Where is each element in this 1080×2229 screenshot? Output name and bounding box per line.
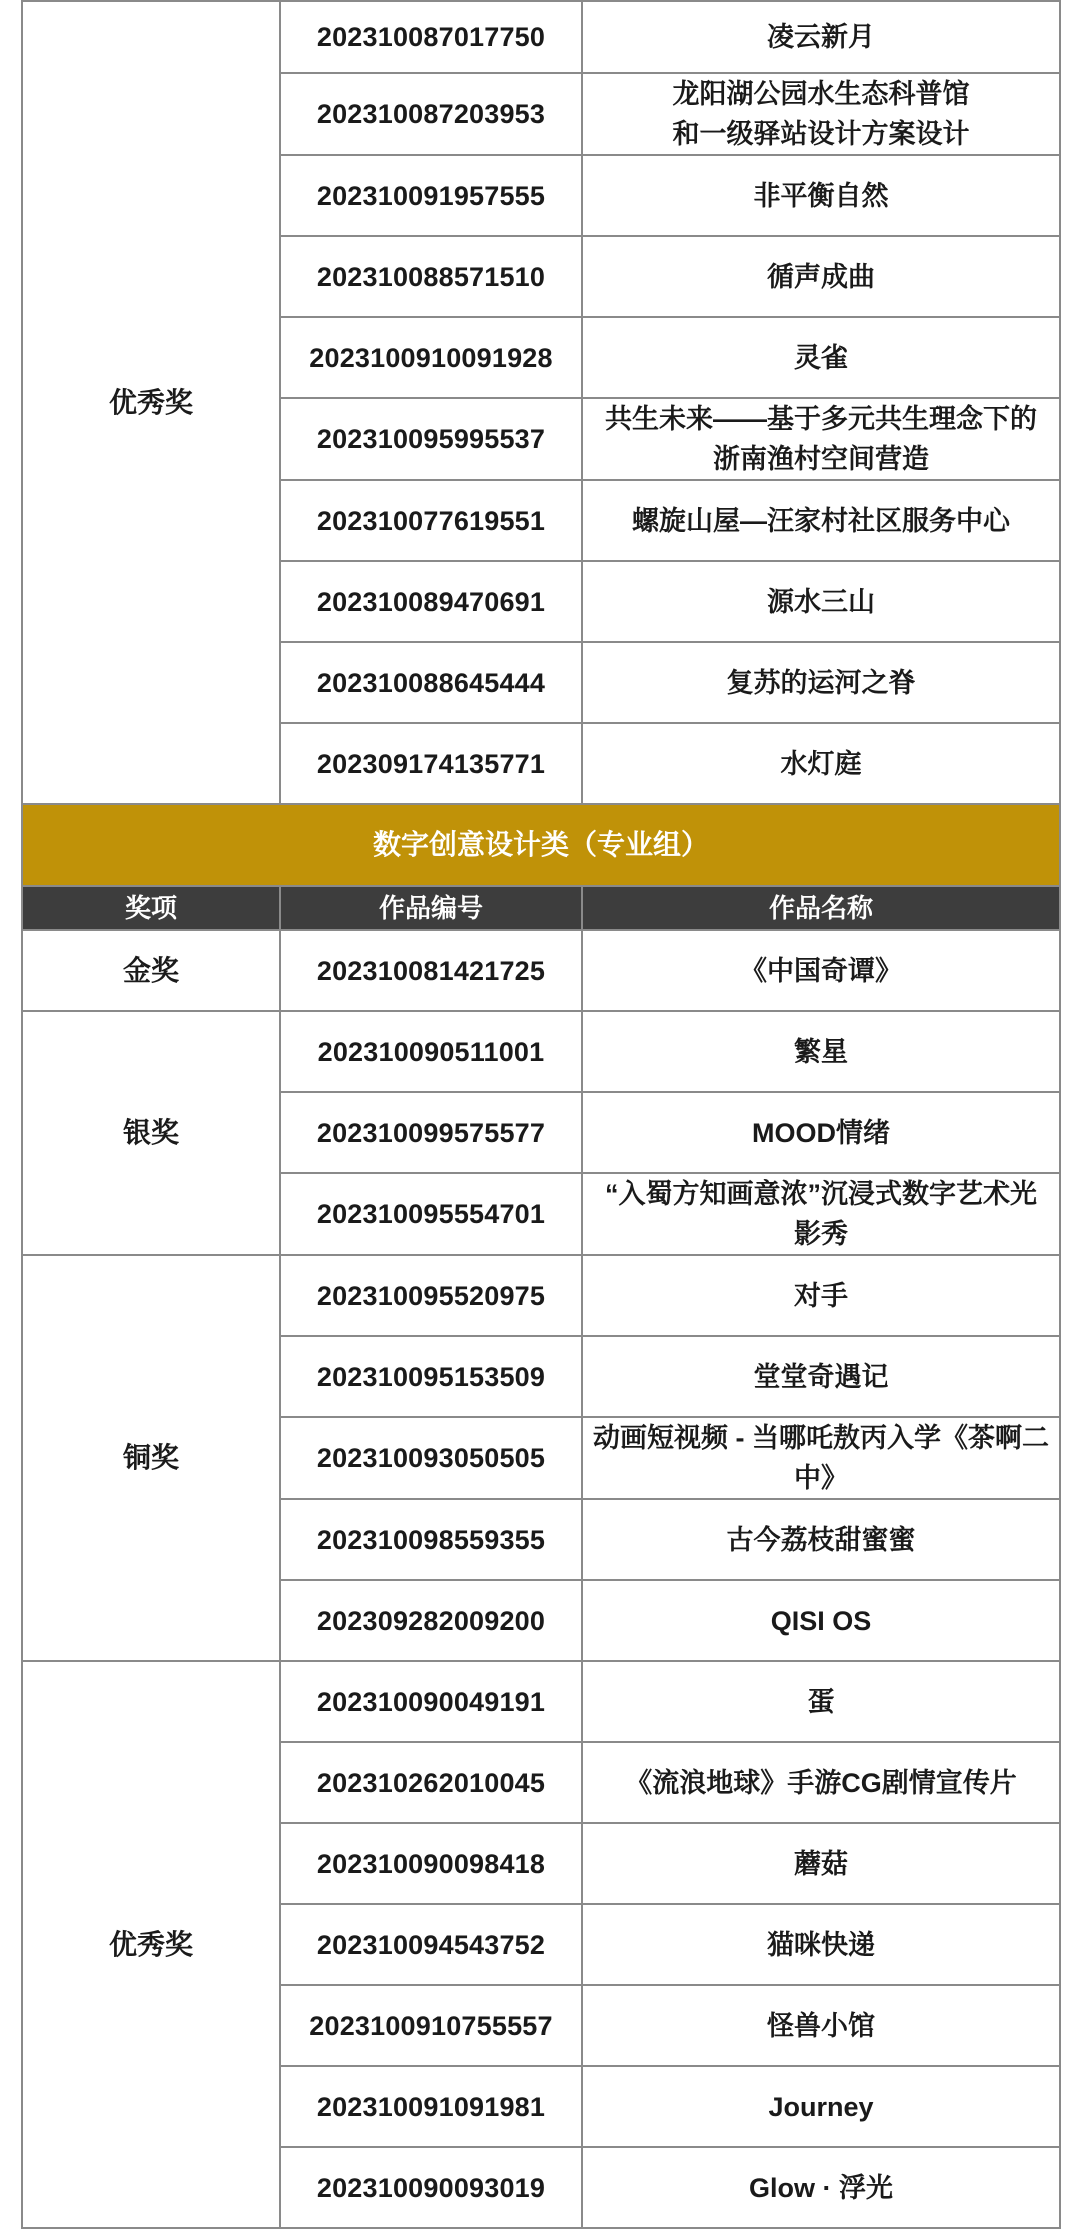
award-cell: 优秀奖: [22, 1661, 280, 2228]
work-code-cell: 202310091091981: [280, 2066, 582, 2147]
work-name-cell: 蘑菇: [582, 1823, 1060, 1904]
work-name-cell: 《流浪地球》手游CG剧情宣传片: [582, 1742, 1060, 1823]
work-name-cell: 非平衡自然: [582, 155, 1060, 236]
work-name-cell: 《中国奇谭》: [582, 930, 1060, 1011]
work-code-cell: 202309174135771: [280, 723, 582, 804]
work-code-cell: 202310095153509: [280, 1336, 582, 1417]
work-name-cell: 蛋: [582, 1661, 1060, 1742]
work-name-cell: Journey: [582, 2066, 1060, 2147]
table-row: [22, 1255, 1060, 1336]
work-name-cell: 古今荔枝甜蜜蜜: [582, 1499, 1060, 1580]
column-header-row: [22, 886, 1060, 930]
work-name-cell: 灵雀: [582, 317, 1060, 398]
award-results-sheet: [21, 0, 1059, 2229]
results-table-body: [22, 1, 1060, 2228]
table-row: [22, 1661, 1060, 1742]
work-code-cell: 202310089470691: [280, 561, 582, 642]
header-code: 作品编号: [280, 886, 582, 930]
award-cell: 金奖: [22, 930, 280, 1011]
work-name-cell: 螺旋山屋—汪家村社区服务中心: [582, 480, 1060, 561]
work-code-cell: 202310098559355: [280, 1499, 582, 1580]
work-name-cell: MOOD情绪: [582, 1092, 1060, 1173]
results-table: [21, 0, 1061, 2229]
work-code-cell: 202310095554701: [280, 1173, 582, 1255]
work-code-cell: 202310093050505: [280, 1417, 582, 1499]
work-code-cell: 202310088645444: [280, 642, 582, 723]
work-name-cell: 凌云新月: [582, 1, 1060, 73]
table-row: [22, 930, 1060, 1011]
table-row: [22, 1, 1060, 73]
section-title: 数字创意设计类（专业组）: [22, 804, 1060, 886]
header-name: 作品名称: [582, 886, 1060, 930]
award-cell: 铜奖: [22, 1255, 280, 1661]
header-award: 奖项: [22, 886, 280, 930]
work-code-cell: 202310090511001: [280, 1011, 582, 1092]
work-name-cell: 猫咪快递: [582, 1904, 1060, 1985]
award-cell: 银奖: [22, 1011, 280, 1255]
work-code-cell: 2023100910091928: [280, 317, 582, 398]
work-name-cell: 循声成曲: [582, 236, 1060, 317]
work-code-cell: 202310262010045: [280, 1742, 582, 1823]
work-code-cell: 202310091957555: [280, 155, 582, 236]
table-row: [22, 1011, 1060, 1092]
work-code-cell: 202310090098418: [280, 1823, 582, 1904]
work-code-cell: 202310087203953: [280, 73, 582, 155]
work-code-cell: 202310087017750: [280, 1, 582, 73]
section-title-row: [22, 804, 1060, 886]
work-name-cell: 共生未来——基于多元共生理念下的 浙南渔村空间营造: [582, 398, 1060, 480]
work-name-cell: 源水三山: [582, 561, 1060, 642]
work-name-cell: 怪兽小馆: [582, 1985, 1060, 2066]
work-code-cell: 202310095520975: [280, 1255, 582, 1336]
work-name-cell: “入蜀方知画意浓”沉浸式数字艺术光 影秀: [582, 1173, 1060, 1255]
work-code-cell: 202310090093019: [280, 2147, 582, 2228]
work-code-cell: 202310088571510: [280, 236, 582, 317]
work-name-cell: Glow · 浮光: [582, 2147, 1060, 2228]
work-name-cell: 龙阳湖公园水生态科普馆 和一级驿站设计方案设计: [582, 73, 1060, 155]
work-name-cell: 动画短视频 - 当哪吒敖丙入学《茶啊二 中》: [582, 1417, 1060, 1499]
work-code-cell: 202310095995537: [280, 398, 582, 480]
work-code-cell: 202309282009200: [280, 1580, 582, 1661]
work-code-cell: 202310081421725: [280, 930, 582, 1011]
work-code-cell: 2023100910755557: [280, 1985, 582, 2066]
work-name-cell: 复苏的运河之脊: [582, 642, 1060, 723]
work-name-cell: QISI OS: [582, 1580, 1060, 1661]
work-code-cell: 202310090049191: [280, 1661, 582, 1742]
work-code-cell: 202310094543752: [280, 1904, 582, 1985]
work-name-cell: 水灯庭: [582, 723, 1060, 804]
work-code-cell: 202310099575577: [280, 1092, 582, 1173]
award-cell: 优秀奖: [22, 1, 280, 804]
work-name-cell: 繁星: [582, 1011, 1060, 1092]
work-name-cell: 堂堂奇遇记: [582, 1336, 1060, 1417]
work-name-cell: 对手: [582, 1255, 1060, 1336]
work-code-cell: 202310077619551: [280, 480, 582, 561]
